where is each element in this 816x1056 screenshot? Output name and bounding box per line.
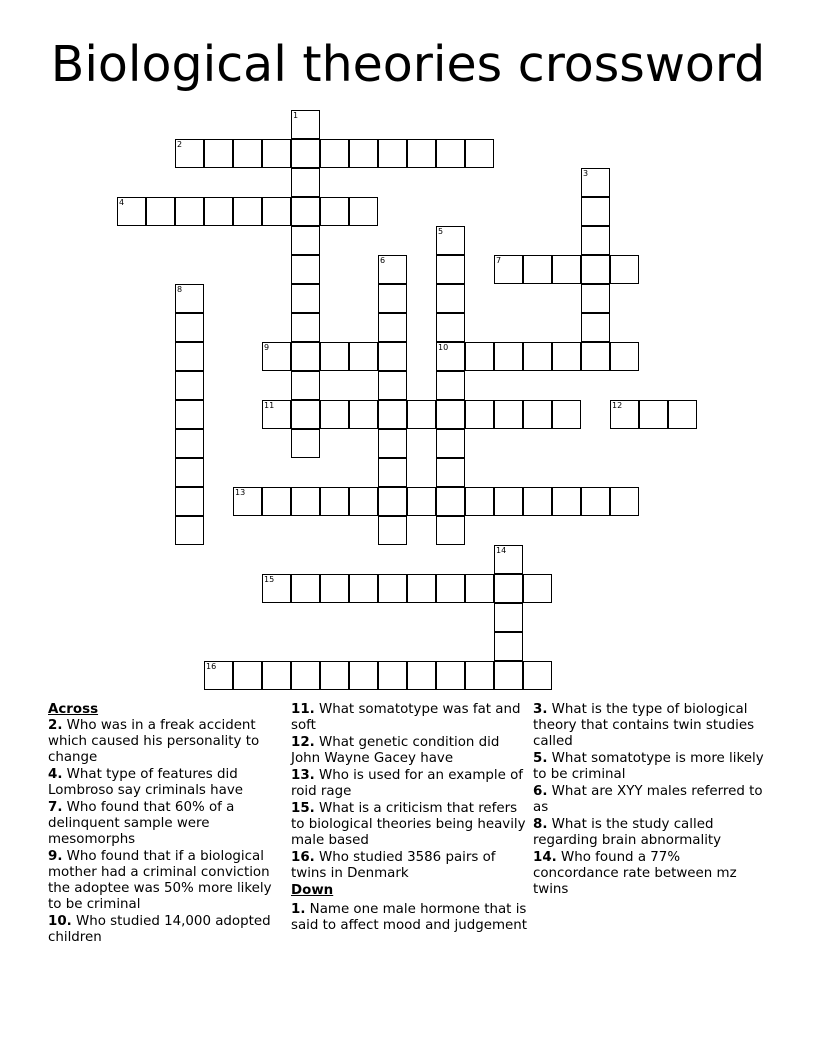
grid-cell[interactable] <box>378 139 407 168</box>
grid-cell[interactable] <box>291 429 320 458</box>
clue <box>291 768 527 800</box>
clue-text: What is the type of biological theory that contains twin studies called <box>533 702 755 749</box>
clue-text: What genetic condition did John Wayne Gacey have <box>291 735 500 766</box>
grid-cell[interactable] <box>262 661 291 690</box>
grid-cell[interactable] <box>378 255 407 284</box>
grid-cell[interactable] <box>175 458 204 487</box>
grid-cell[interactable] <box>378 574 407 603</box>
grid-cell[interactable] <box>175 429 204 458</box>
clue-text: What somatotype was fat and soft <box>291 702 521 733</box>
clue <box>291 850 527 882</box>
clue-number: 12. <box>291 735 315 750</box>
grid-cell[interactable] <box>465 574 494 603</box>
clue <box>533 817 769 849</box>
clue <box>533 751 769 783</box>
clue <box>291 702 527 734</box>
grid-cell[interactable] <box>320 487 349 516</box>
clue-text: What is a criticism that refers to biological theories being heavily male based <box>291 801 526 848</box>
grid-cell[interactable] <box>407 400 436 429</box>
grid-cell[interactable] <box>175 284 204 313</box>
grid-cell[interactable] <box>378 284 407 313</box>
grid-cell[interactable] <box>291 255 320 284</box>
clue <box>48 800 284 848</box>
grid-cell[interactable] <box>175 487 204 516</box>
grid-cell[interactable] <box>465 400 494 429</box>
clue-text: What is the study called regarding brain abnormality <box>533 817 722 848</box>
grid-cell[interactable] <box>378 516 407 545</box>
grid-cell[interactable] <box>407 487 436 516</box>
grid-cell[interactable] <box>291 168 320 197</box>
grid-cell[interactable] <box>436 226 465 255</box>
grid-cell[interactable] <box>436 255 465 284</box>
grid-cell[interactable] <box>494 574 523 603</box>
grid-cell[interactable] <box>494 545 523 574</box>
grid-cell[interactable] <box>233 661 262 690</box>
grid-cell[interactable] <box>117 197 146 226</box>
clue <box>48 718 284 766</box>
cell-number: 14 <box>496 546 507 555</box>
grid-cell[interactable] <box>581 226 610 255</box>
grid-cell[interactable] <box>349 487 378 516</box>
cell-number: 11 <box>264 401 275 410</box>
grid-cell[interactable] <box>552 487 581 516</box>
grid-cell[interactable] <box>407 661 436 690</box>
grid-cell[interactable] <box>349 400 378 429</box>
cell-number: 9 <box>264 343 270 352</box>
grid-cell[interactable] <box>320 197 349 226</box>
grid-cell[interactable] <box>262 139 291 168</box>
grid-cell[interactable] <box>407 574 436 603</box>
grid-cell[interactable] <box>436 458 465 487</box>
grid-cell[interactable] <box>262 487 291 516</box>
cell-number: 16 <box>206 662 217 671</box>
clue-number: 5. <box>533 751 548 766</box>
grid-cell[interactable] <box>436 487 465 516</box>
grid-cell[interactable] <box>494 632 523 661</box>
grid-cell[interactable] <box>262 574 291 603</box>
clue <box>48 767 284 799</box>
grid-cell[interactable] <box>291 110 320 139</box>
grid-cell[interactable] <box>610 255 639 284</box>
grid-cell[interactable] <box>291 487 320 516</box>
clue-text: Name one male hormone that is said to affect mood and judgement <box>291 902 527 933</box>
grid-cell[interactable] <box>204 661 233 690</box>
cell-number: 3 <box>583 169 589 178</box>
grid-cell[interactable] <box>523 661 552 690</box>
grid-cell[interactable] <box>146 197 175 226</box>
grid-cell[interactable] <box>204 197 233 226</box>
grid-cell[interactable] <box>349 342 378 371</box>
grid-cell[interactable] <box>436 313 465 342</box>
grid-cell[interactable] <box>581 313 610 342</box>
grid-cell[interactable] <box>581 284 610 313</box>
clue-number: 13. <box>291 768 315 783</box>
clue-number: 14. <box>533 850 557 865</box>
grid-cell[interactable] <box>465 661 494 690</box>
grid-cell[interactable] <box>581 342 610 371</box>
clue-number: 8. <box>533 817 548 832</box>
clue-number: 7. <box>48 800 63 815</box>
clue <box>533 784 769 816</box>
grid-cell[interactable] <box>436 574 465 603</box>
grid-cell[interactable] <box>494 255 523 284</box>
grid-cell[interactable] <box>610 342 639 371</box>
grid-cell[interactable] <box>436 342 465 371</box>
grid-cell[interactable] <box>349 139 378 168</box>
grid-cell[interactable] <box>552 342 581 371</box>
grid-cell[interactable] <box>523 574 552 603</box>
grid-cell[interactable] <box>233 487 262 516</box>
cell-number: 7 <box>496 256 502 265</box>
grid-cell[interactable] <box>378 313 407 342</box>
cell-number: 13 <box>235 488 246 497</box>
grid-cell[interactable] <box>349 574 378 603</box>
cell-number: 5 <box>438 227 444 236</box>
clue-text: What somatotype is more likely to be criminal <box>533 751 764 782</box>
clue-text: Who studied 3586 pairs of twins in Denmark <box>291 850 496 881</box>
grid-cell[interactable] <box>175 371 204 400</box>
clue <box>291 735 527 767</box>
clue-text: Who was in a freak accident which caused his personality to change <box>48 718 260 765</box>
clue <box>48 914 284 946</box>
clue <box>291 801 527 849</box>
clue-text: Who found that 60% of a delinquent sample were mesomorphs <box>48 800 235 847</box>
cell-number: 1 <box>293 111 299 120</box>
grid-cell[interactable] <box>175 313 204 342</box>
grid-cell[interactable] <box>349 197 378 226</box>
grid-cell[interactable] <box>581 255 610 284</box>
grid-cell[interactable] <box>175 516 204 545</box>
grid-cell[interactable] <box>436 400 465 429</box>
page-title: Biological theories crossword <box>50 36 766 93</box>
clues-column-1 <box>48 702 284 947</box>
grid-cell[interactable] <box>175 342 204 371</box>
clue-text: Who is used for an example of roid rage <box>291 768 524 799</box>
grid-cell[interactable] <box>378 400 407 429</box>
clue-number: 2. <box>48 718 63 733</box>
grid-cell[interactable] <box>465 342 494 371</box>
grid-cell[interactable] <box>436 429 465 458</box>
clue <box>291 902 527 934</box>
grid-cell[interactable] <box>552 400 581 429</box>
grid-cell[interactable] <box>552 255 581 284</box>
clue-number: 16. <box>291 850 315 865</box>
grid-cell[interactable] <box>523 400 552 429</box>
grid-cell[interactable] <box>175 197 204 226</box>
grid-cell[interactable] <box>378 342 407 371</box>
grid-cell[interactable] <box>349 661 378 690</box>
grid-cell[interactable] <box>436 516 465 545</box>
grid-cell[interactable] <box>465 487 494 516</box>
grid-cell[interactable] <box>291 661 320 690</box>
grid-cell[interactable] <box>494 487 523 516</box>
grid-cell[interactable] <box>668 400 697 429</box>
clue-number: 3. <box>533 702 548 717</box>
clue <box>48 849 284 913</box>
clue-number: 9. <box>48 849 63 864</box>
grid-cell[interactable] <box>320 400 349 429</box>
grid-cell[interactable] <box>436 661 465 690</box>
cell-number: 10 <box>438 343 449 352</box>
clue-text: Who found a 77% concordance rate between mz twins <box>533 850 737 897</box>
grid-cell[interactable] <box>523 255 552 284</box>
grid-cell[interactable] <box>320 139 349 168</box>
clue-text: Who found that if a biological mother had a criminal conviction the adoptee was 50% more likely to be criminal <box>48 849 272 912</box>
grid-cell[interactable] <box>233 197 262 226</box>
grid-cell[interactable] <box>436 284 465 313</box>
grid-cell[interactable] <box>291 400 320 429</box>
cell-number: 8 <box>177 285 183 294</box>
clue <box>533 850 769 898</box>
cell-number: 12 <box>612 401 623 410</box>
grid-cell[interactable] <box>233 139 262 168</box>
grid-cell[interactable] <box>291 574 320 603</box>
clue-number: 4. <box>48 767 63 782</box>
grid-cell[interactable] <box>639 400 668 429</box>
grid-cell[interactable] <box>262 400 291 429</box>
grid-cell[interactable] <box>378 371 407 400</box>
grid-cell[interactable] <box>494 400 523 429</box>
grid-cell[interactable] <box>523 487 552 516</box>
grid-cell[interactable] <box>407 139 436 168</box>
clue-text: Who studied 14,000 adopted children <box>48 914 271 945</box>
grid-cell[interactable] <box>436 371 465 400</box>
grid-cell[interactable] <box>494 603 523 632</box>
grid-cell[interactable] <box>320 574 349 603</box>
clue-text: What type of features did Lombroso say criminals have <box>48 767 244 798</box>
grid-cell[interactable] <box>291 342 320 371</box>
across-heading: Across <box>48 702 99 717</box>
grid-cell[interactable] <box>523 342 552 371</box>
clue-number: 15. <box>291 801 315 816</box>
clue-number: 6. <box>533 784 548 799</box>
grid-cell[interactable] <box>581 197 610 226</box>
clue-number: 11. <box>291 702 315 717</box>
grid-cell[interactable] <box>291 371 320 400</box>
grid-cell[interactable] <box>610 400 639 429</box>
clues-column-3 <box>533 702 769 899</box>
grid-cell[interactable] <box>465 139 494 168</box>
clue <box>533 702 769 750</box>
grid-cell[interactable] <box>262 197 291 226</box>
grid-cell[interactable] <box>291 226 320 255</box>
grid-cell[interactable] <box>378 429 407 458</box>
grid-cell[interactable] <box>378 458 407 487</box>
grid-cell[interactable] <box>291 284 320 313</box>
grid-cell[interactable] <box>378 661 407 690</box>
grid-cell[interactable] <box>581 487 610 516</box>
cell-number: 6 <box>380 256 386 265</box>
grid-cell[interactable] <box>204 139 233 168</box>
grid-cell[interactable] <box>378 487 407 516</box>
grid-cell[interactable] <box>494 342 523 371</box>
grid-cell[interactable] <box>291 139 320 168</box>
grid-cell[interactable] <box>320 661 349 690</box>
grid-cell[interactable] <box>436 139 465 168</box>
grid-cell[interactable] <box>610 487 639 516</box>
cell-number: 15 <box>264 575 275 584</box>
grid-cell[interactable] <box>175 139 204 168</box>
grid-cell[interactable] <box>291 313 320 342</box>
grid-cell[interactable] <box>175 400 204 429</box>
clue-number: 10. <box>48 914 72 929</box>
clue-text: What are XYY males referred to as <box>533 784 763 815</box>
cell-number: 2 <box>177 140 183 149</box>
clue-number: 1. <box>291 902 306 917</box>
down-heading: Down <box>291 883 334 898</box>
grid-cell[interactable] <box>320 342 349 371</box>
grid-cell[interactable] <box>581 168 610 197</box>
grid-cell[interactable] <box>262 342 291 371</box>
grid-cell[interactable] <box>291 197 320 226</box>
cell-number: 4 <box>119 198 125 207</box>
clues-column-2 <box>291 702 527 935</box>
grid-cell[interactable] <box>494 661 523 690</box>
